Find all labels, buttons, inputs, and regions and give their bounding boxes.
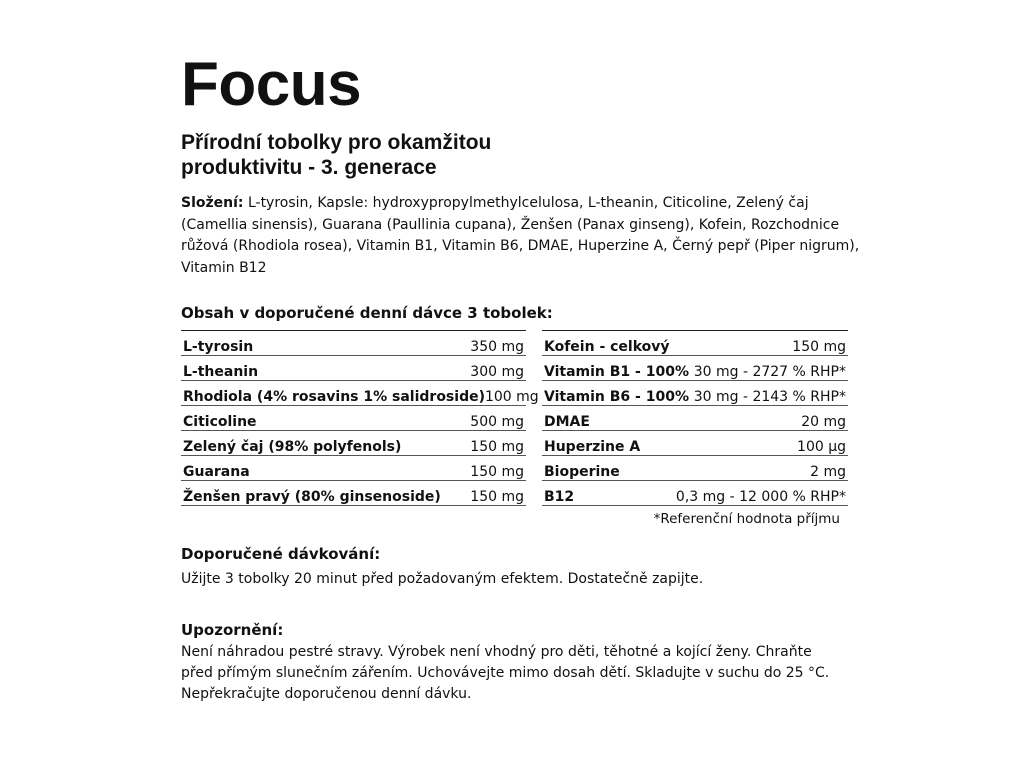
table-row — [181, 381, 539, 406]
subtitle-line-1: Přírodní tobolky pro okamžitou — [181, 131, 492, 154]
ingredient-name: Huperzine A — [544, 439, 641, 455]
table-row — [542, 431, 848, 456]
nutrition-table-right-column — [542, 330, 848, 506]
ingredient-name: Zelený čaj (98% polyfenols) — [183, 439, 402, 455]
ingredient-name: Guarana — [183, 464, 250, 480]
ingredient-name: L-theanin — [183, 364, 259, 380]
ingredient-value: 100 mg — [484, 389, 539, 405]
table-row — [181, 331, 526, 356]
nutrition-table — [181, 330, 848, 506]
ingredient-value: 150 mg — [470, 439, 524, 455]
composition-text — [181, 193, 861, 279]
ingredient-value: 30 mg - 2143 % RHP* — [693, 389, 846, 405]
product-title: Focus — [181, 50, 362, 119]
table-row — [181, 431, 526, 456]
ingredient-value: 150 mg — [470, 489, 524, 505]
ingredient-name: DMAE — [544, 414, 590, 430]
table-row — [542, 481, 848, 506]
ingredient-value: 300 mg — [470, 364, 524, 380]
ingredient-name: Citicoline — [183, 414, 257, 430]
ingredient-value: 500 mg — [470, 414, 524, 430]
table-row — [181, 481, 526, 506]
warning-title: Upozornění: — [181, 621, 284, 639]
ingredient-name: B12 — [544, 489, 575, 505]
warning-text: Není náhradou pestré stravy. Výrobek není vhodný pro děti, těhotné a kojící ženy. Chraňte před přímým slunečním zářením. Uchovávejte mimo dosah dětí. Skladujte v suchu do 25 °C. Nepřekračujte doporučenou denní dávku. — [181, 644, 830, 702]
ingredient-value: 150 mg — [792, 339, 846, 355]
composition-label: Složení: — [181, 195, 244, 211]
nutrition-table-title: Obsah v doporučené denní dávce 3 tobolek: — [181, 304, 553, 322]
ingredient-value: 150 mg — [470, 464, 524, 480]
table-row — [542, 381, 848, 406]
ingredient-name: Ženšen pravý (80% ginsenoside) — [183, 489, 441, 505]
composition-ingredients: L-tyrosin, Kapsle: hydroxypropylmethylcelulosa, L-theanin, Citicoline, Zelený čaj (Camellia sinensis), Guarana (Paullinia cupana), Ženšen (Panax ginseng), Kofein, Rozchodnice růžová (Rhodiola rosea), Vitamin B1, Vitamin B6, DMAE, Huperzine A, Černý pepř (Piper nigrum), Vitamin B12 — [181, 195, 860, 276]
ingredient-value: 30 mg - 2727 % RHP* — [693, 364, 846, 380]
subtitle-line-2: produktivitu - 3. generace — [181, 156, 437, 179]
ingredient-name: L-tyrosin — [183, 339, 254, 355]
ingredient-value: 100 µg — [797, 439, 846, 455]
table-row — [181, 406, 526, 431]
table-row — [542, 356, 848, 381]
table-row — [542, 406, 848, 431]
ingredient-value: 20 mg — [801, 414, 846, 430]
table-row — [542, 331, 848, 356]
nutrition-table-left-column — [181, 330, 539, 506]
ingredient-name: Rhodiola (4% rosavins 1% salidroside) — [183, 389, 485, 405]
table-row — [181, 456, 526, 481]
ingredient-name: Bioperine — [544, 464, 620, 480]
ingredient-value: 2 mg — [810, 464, 846, 480]
table-row — [181, 356, 526, 381]
ingredient-value: 350 mg — [470, 339, 524, 355]
dosage-text: Užijte 3 tobolky 20 minut před požadovaným efektem. Dostatečně zapijte. — [181, 571, 704, 587]
table-row — [542, 456, 848, 481]
ingredient-value: 0,3 mg - 12 000 % RHP* — [675, 489, 846, 505]
ingredient-name: Vitamin B6 - 100% — [544, 389, 689, 405]
dosage-title: Doporučené dávkování: — [181, 545, 381, 563]
ingredient-name: Vitamin B1 - 100% — [544, 364, 689, 380]
product-subtitle — [181, 130, 661, 180]
reference-footnote: *Referenční hodnota příjmu — [653, 511, 840, 527]
ingredient-name: Kofein - celkový — [544, 339, 670, 355]
